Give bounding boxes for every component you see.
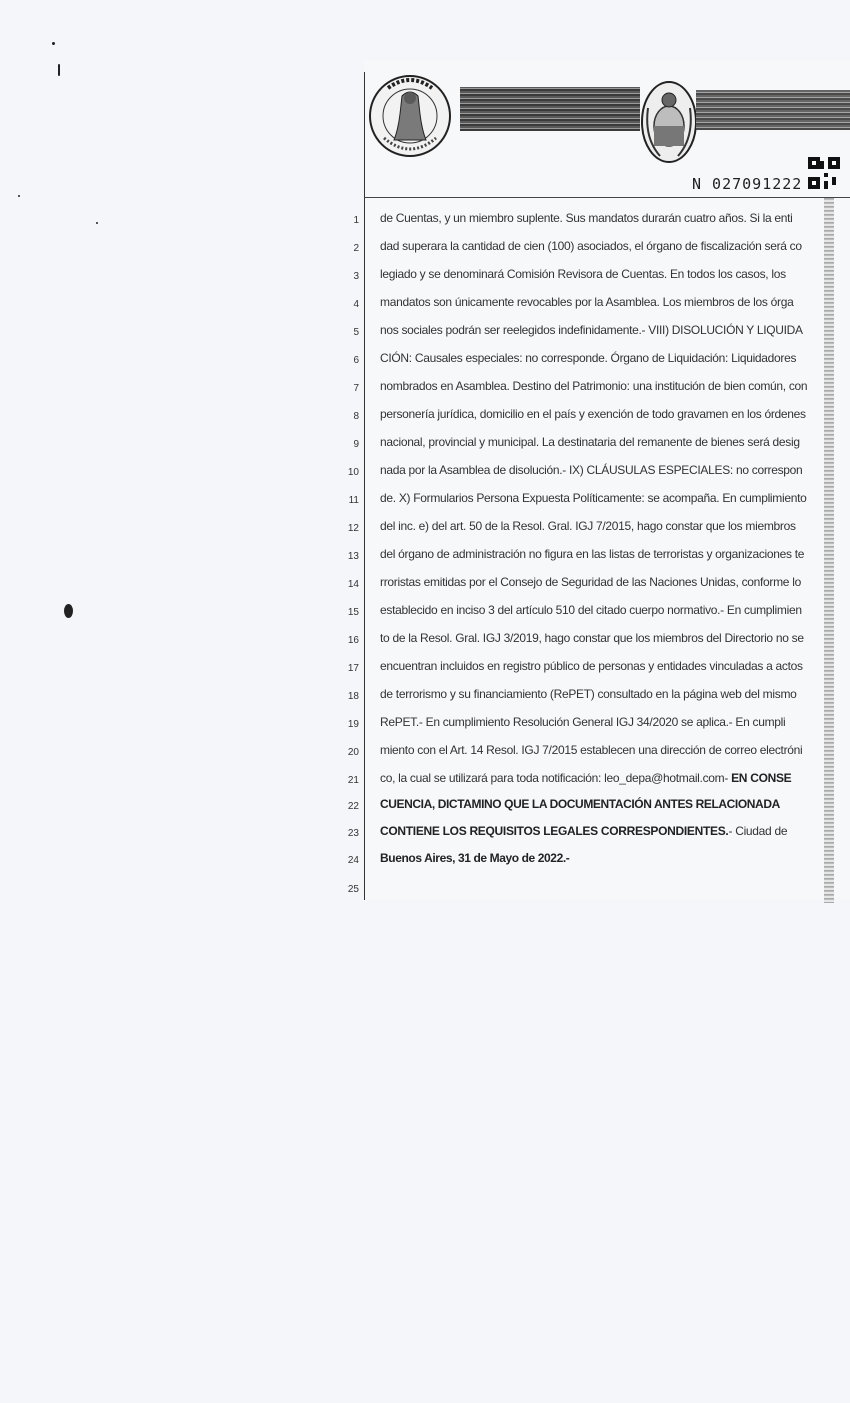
document-line (0, 598, 850, 625)
line-number: 12 (347, 523, 359, 534)
document-line (0, 542, 850, 569)
document-line (0, 458, 850, 485)
document-line (0, 262, 850, 289)
line-text-bold: CUENCIA, DICTAMINO QUE LA DOCUMENTACIÓN ANTES RELACIONADA (380, 797, 780, 811)
line-number: 24 (347, 855, 359, 866)
line-number: 23 (347, 828, 359, 839)
line-number: 6 (353, 355, 359, 366)
document-line (0, 846, 850, 873)
document-line (0, 738, 850, 765)
line-text-bold: Buenos Aires, 31 de Mayo de 2022.- (380, 851, 570, 865)
line-number: 21 (347, 775, 359, 786)
document-line (0, 374, 850, 401)
line-text: de. X) Formularios Persona Expuesta Políticamente: se acompaña. En cumplimiento (380, 491, 807, 505)
line-text-regular: - Ciudad de (728, 824, 788, 838)
line-number: 14 (347, 579, 359, 590)
document-line (0, 234, 850, 261)
line-text: RePET.- En cumplimiento Resolución General IGJ 34/2020 se aplica.- En cumpli (380, 715, 786, 729)
line-text: legiado y se denominará Comisión Revisora de Cuentas. En todos los casos, los (380, 267, 786, 281)
line-number: 18 (347, 691, 359, 702)
document-line (0, 206, 850, 233)
line-number: 20 (347, 747, 359, 758)
line-text: del órgano de administración no figura en las listas de terroristas y organizaciones te (380, 547, 805, 561)
qr-code-icon (808, 157, 840, 189)
line-number: 17 (347, 663, 359, 674)
header-engraved-band (460, 87, 640, 131)
line-number: 1 (353, 215, 359, 226)
line-number: 3 (353, 271, 359, 282)
line-text (380, 824, 848, 838)
document-line (0, 875, 850, 902)
line-text: nacional, provincial y municipal. La destinataria del remanente de bienes será desig (380, 435, 800, 449)
scan-speck (58, 64, 60, 76)
line-number: 16 (347, 635, 359, 646)
line-text: CIÓN: Causales especiales: no corresponde. Órgano de Liquidación: Liquidadores (380, 351, 797, 365)
scan-speck (18, 195, 20, 197)
document-line (0, 792, 850, 819)
line-text: to de la Resol. Gral. IGJ 3/2019, hago constar que los miembros del Directorio no se (380, 631, 804, 645)
document-line (0, 766, 850, 793)
line-number: 4 (353, 299, 359, 310)
document-serial-number: N 027091222 (692, 175, 803, 193)
line-text: de Cuentas, y un miembro suplente. Sus mandatos durarán cuatro años. Si la enti (380, 211, 793, 225)
line-text (380, 771, 848, 785)
document-line (0, 626, 850, 653)
line-text-bold: EN CONSE (731, 771, 792, 785)
line-text: del inc. e) del art. 50 de la Resol. Gral. IGJ 7/2015, hago constar que los miembros (380, 519, 796, 533)
line-number: 7 (353, 383, 359, 394)
line-number: 25 (347, 884, 359, 895)
document-line (0, 570, 850, 597)
line-text: establecido en inciso 3 del artículo 510 del citado cuerpo normativo.- En cumplimien (380, 603, 802, 617)
line-number: 8 (353, 411, 359, 422)
line-text: encuentran incluidos en registro público de personas y entidades vinculadas a actos (380, 659, 803, 673)
line-number: 15 (347, 607, 359, 618)
document-line (0, 346, 850, 373)
line-text: nos sociales podrán ser reelegidos indefinidamente.- VIII) DISOLUCIÓN Y LIQUIDA (380, 323, 803, 337)
line-number: 22 (347, 801, 359, 812)
document-line (0, 430, 850, 457)
line-number: 11 (348, 495, 359, 506)
header-engraved-band-right (696, 90, 850, 130)
line-number: 2 (353, 243, 359, 254)
line-text: personería jurídica, domicilio en el país y exención de todo gravamen en los órdenes (380, 407, 806, 421)
line-text: dad superara la cantidad de cien (100) asociados, el órgano de fiscalización será co (380, 239, 802, 253)
line-number: 5 (353, 327, 359, 338)
document-line (0, 514, 850, 541)
document-line (0, 710, 850, 737)
line-text-bold: CONTIENE LOS REQUISITOS LEGALES CORRESPONDIENTES. (380, 824, 729, 838)
argentine-coat-of-arms-icon (640, 78, 698, 166)
document-line (0, 402, 850, 429)
scan-speck (52, 42, 55, 45)
header-rule (364, 197, 850, 198)
line-text: mandatos son únicamente revocables por la Asamblea. Los miembros de los órga (380, 295, 794, 309)
line-number: 9 (353, 439, 359, 450)
document-line (0, 819, 850, 846)
line-number: 19 (347, 719, 359, 730)
document-line (0, 682, 850, 709)
line-text: nombrados en Asamblea. Destino del Patrimonio: una institución de bien común, con (380, 379, 808, 393)
document-line (0, 318, 850, 345)
document-line (0, 654, 850, 681)
document-line (0, 290, 850, 317)
line-number: 13 (347, 551, 359, 562)
line-number: 10 (347, 467, 359, 478)
line-text: miento con el Art. 14 Resol. IGJ 7/2015 establecen una dirección de correo electróni (380, 743, 803, 757)
line-text: rroristas emitidas por el Consejo de Seguridad de las Naciones Unidas, conforme lo (380, 575, 801, 589)
line-text-regular: co, la cual se utilizará para toda notificación: leo_depa@hotmail.com- (380, 771, 732, 785)
notary-college-seal (366, 74, 458, 158)
document-line (0, 486, 850, 513)
line-text: nada por la Asamblea de disolución.- IX) CLÁUSULAS ESPECIALES: no correspon (380, 463, 803, 477)
line-text: de terrorismo y su financiamiento (RePET) consultado en la página web del mismo (380, 687, 797, 701)
